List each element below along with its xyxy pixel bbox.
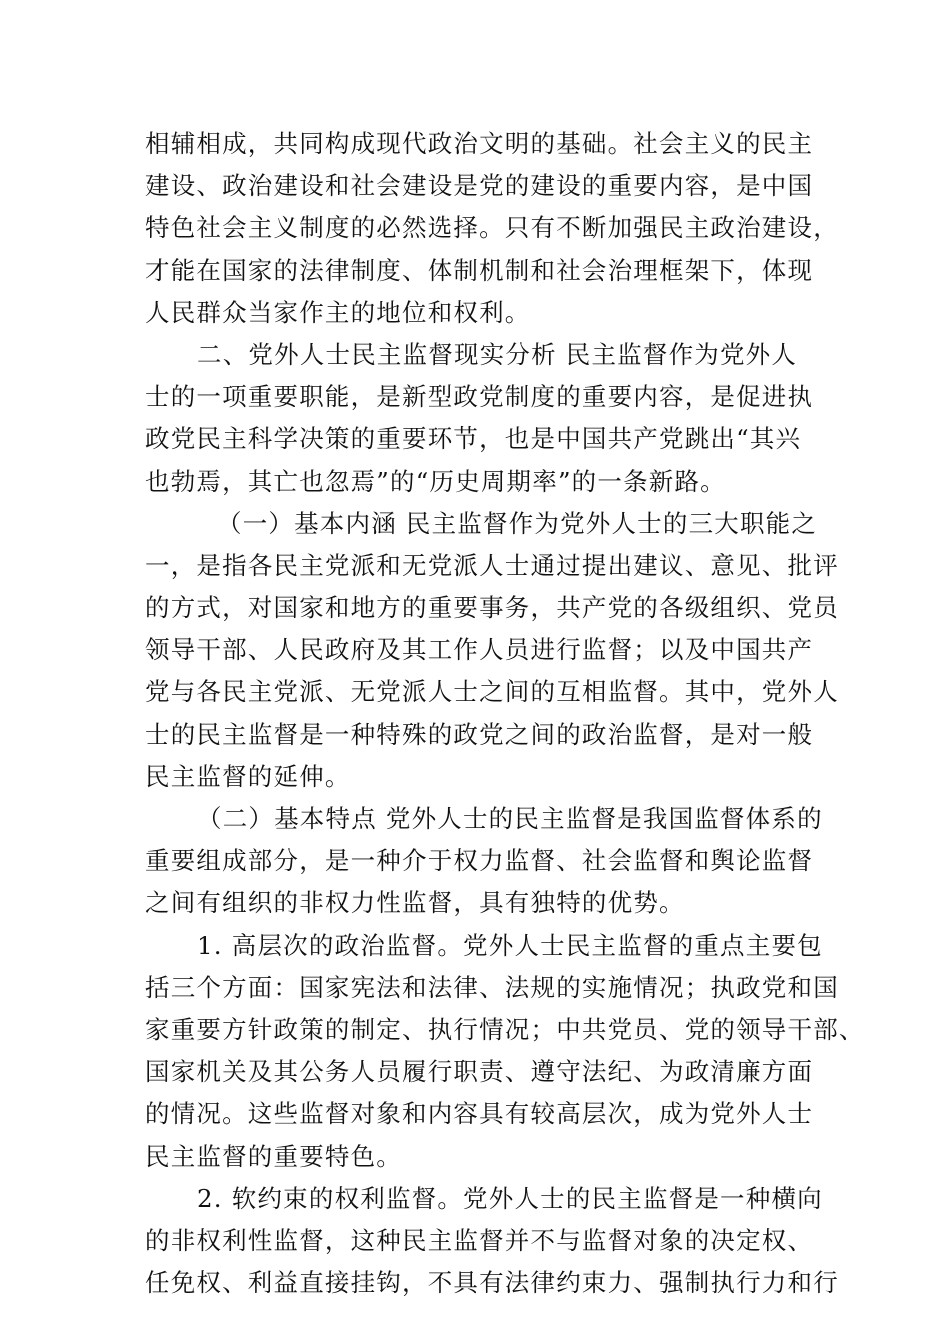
- text-line: 民主监督的重要特色。: [145, 1141, 402, 1171]
- text-line: 的非权利性监督，这种民主监督并不与监督对象的决定权、: [145, 1225, 814, 1255]
- text-line: 政党民主科学决策的重要环节，也是中国共产党跳出“其兴: [145, 424, 802, 454]
- text-line: 士的民主监督是一种特殊的政党之间的政治监督，是对一般: [145, 719, 814, 749]
- list-item-line: 2. 软约束的权利监督。党外人士的民主监督是一种横向: [197, 1183, 823, 1213]
- text-line: 民主监督的延伸。: [145, 761, 351, 791]
- body-text: [145, 123, 865, 1304]
- text-line: 家重要方针政策的制定、执行情况；中共党员、党的领导干部、: [145, 1014, 865, 1044]
- section-heading-line: 二、党外人士民主监督现实分析 民主监督作为党外人: [197, 339, 798, 369]
- text-line: 领导干部、人民政府及其工作人员进行监督；以及中国共产: [145, 635, 814, 665]
- text-line: 的情况。这些监督对象和内容具有较高层次，成为党外人士: [145, 1099, 814, 1129]
- text-line: 相辅相成，共同构成现代政治文明的基础。社会主义的民主: [145, 129, 814, 158]
- text-line: 士的一项重要职能，是新型政党制度的重要内容，是促进执: [145, 382, 814, 412]
- text-line: 任免权、利益直接挂钩，不具有法律约束力、强制执行力和行: [145, 1268, 839, 1298]
- text-line: 之间有组织的非权力性监督，具有独特的优势。: [145, 888, 685, 918]
- text-line: 才能在国家的法律制度、体制机制和社会治理框架下，体现: [145, 255, 814, 285]
- text-line: 一，是指各民主党派和无党派人士通过提出建议、意见、批评: [145, 550, 839, 580]
- subsection-heading-line: （一）基本内涵 民主监督作为党外人士的三大职能之: [217, 508, 818, 538]
- text-line: 重要组成部分，是一种介于权力监督、社会监督和舆论监督: [145, 846, 814, 876]
- text-line: 国家机关及其公务人员履行职责、遵守法纪、为政清廉方面: [145, 1057, 814, 1087]
- list-item-line: 1. 高层次的政治监督。党外人士民主监督的重点主要包: [197, 930, 823, 960]
- text-line: 的方式，对国家和地方的重要事务，共产党的各级组织、党员: [145, 593, 839, 623]
- text-line: 也勃焉，其亡也忽焉”的“历史周期率”的一条新路。: [145, 466, 726, 496]
- text-line: 人民群众当家作主的地位和权利。: [145, 297, 531, 327]
- text-line: 括三个方面：国家宪法和法律、法规的实施情况；执政党和国: [145, 972, 839, 1002]
- text-line: 党与各民主党派、无党派人士之间的互相监督。其中，党外人: [145, 677, 839, 707]
- text-line: 建设、政治建设和社会建设是党的建设的重要内容，是中国: [145, 171, 814, 201]
- text-line: 特色社会主义制度的必然选择。只有不断加强民主政治建设，: [145, 213, 839, 243]
- subsection-heading-line: （二）基本特点 党外人士的民主监督是我国监督体系的: [197, 804, 823, 833]
